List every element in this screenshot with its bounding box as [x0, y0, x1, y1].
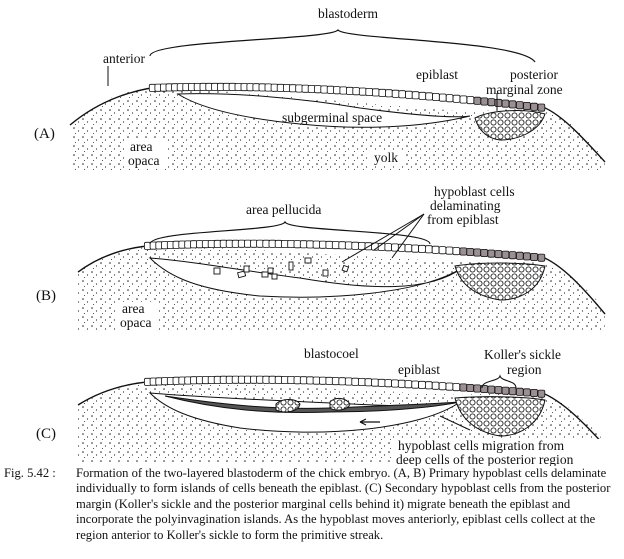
- epiblast-cell: [275, 376, 282, 383]
- figure-caption: [4, 466, 620, 543]
- epiblast-cell: [378, 379, 385, 386]
- epiblast-cell: [474, 249, 481, 256]
- epiblast-cell: [332, 378, 339, 385]
- epiblast-cell: [385, 380, 392, 387]
- epiblast-cell: [352, 378, 359, 385]
- label-area-a: area: [130, 139, 153, 154]
- epiblast-cell: [509, 252, 516, 259]
- label-opaca-a: opaca: [128, 153, 160, 168]
- epiblast-cell: [326, 241, 333, 248]
- epiblast-cell: [516, 252, 523, 259]
- epiblast-cell: [524, 253, 531, 260]
- epiblast-cell: [277, 84, 284, 91]
- epiblast-cell: [269, 240, 276, 247]
- epiblast-cell: [288, 376, 295, 383]
- label-blastocoel: blastocoel: [304, 346, 359, 361]
- epiblast-cell: [294, 241, 301, 248]
- epiblast-cell: [474, 385, 481, 392]
- epiblast-cell: [516, 102, 523, 109]
- label-migration-line1: hypoblast cells migration from: [398, 438, 565, 453]
- epiblast-cell: [308, 85, 315, 92]
- label-subgerminal-space: subgerminal space: [282, 110, 383, 125]
- epiblast-cell: [372, 379, 379, 386]
- epiblast-cell: [326, 377, 333, 384]
- epiblast-cell: [339, 242, 346, 249]
- epiblast-cell: [495, 387, 502, 394]
- epiblast-cell: [412, 92, 419, 99]
- epiblast-cell: [425, 246, 432, 253]
- epiblast-cell: [353, 88, 360, 95]
- epiblast-cell: [315, 86, 322, 93]
- epiblast-cell: [313, 377, 320, 384]
- epiblast-cell: [366, 88, 373, 95]
- epiblast-cell: [538, 254, 545, 261]
- epiblast-cell: [296, 85, 303, 92]
- epiblast-cell: [300, 241, 307, 248]
- epiblast-cell: [502, 387, 509, 394]
- epiblast-cell: [275, 240, 282, 247]
- epiblast-cell: [538, 104, 545, 111]
- epiblast-cell: [439, 94, 446, 101]
- epiblast-cell: [379, 89, 386, 96]
- epiblast-cell: [340, 87, 347, 94]
- epiblast-cell: [398, 380, 405, 387]
- epiblast-cell: [263, 376, 270, 383]
- epiblast-cell: [509, 101, 516, 108]
- epiblast-cell: [495, 99, 502, 106]
- epiblast-cell: [538, 390, 545, 397]
- epiblast-cell: [290, 85, 297, 92]
- epiblast-cell: [433, 93, 440, 100]
- epiblast-cell: [345, 378, 352, 385]
- label-opaca-b: opaca: [120, 315, 152, 330]
- epiblast-cell: [386, 90, 393, 97]
- panel-a-tag: (A): [34, 126, 55, 142]
- epiblast-cell: [302, 85, 309, 92]
- epiblast-cell: [439, 383, 446, 390]
- label-anterior: anterior: [103, 51, 145, 66]
- epiblast-cell: [385, 244, 392, 251]
- label-koller-region: region: [507, 362, 542, 377]
- epiblast-cell: [426, 93, 433, 100]
- epiblast-cell: [288, 240, 295, 247]
- epiblast-cell: [399, 91, 406, 98]
- epiblast-cell: [446, 95, 453, 102]
- label-marginal-zone: marginal zone: [486, 82, 563, 97]
- epiblast-cell: [346, 87, 353, 94]
- epiblast-cell: [419, 245, 426, 252]
- epiblast-cell: [467, 384, 474, 391]
- epiblast-cell: [474, 97, 481, 104]
- epiblast-cell: [531, 389, 538, 396]
- epiblast-cell: [446, 383, 453, 390]
- label-migration-line2: deep cells of the posterior region: [396, 452, 574, 466]
- label-epiblast-c: epiblast: [398, 362, 440, 377]
- label-area-b: area: [122, 301, 145, 316]
- epiblast-cell: [412, 381, 419, 388]
- epiblast-cell: [419, 381, 426, 388]
- panel-a-blastoderm-brace: [150, 30, 535, 62]
- label-epiblast-a: epiblast: [416, 67, 458, 82]
- epiblast-cell: [502, 100, 509, 107]
- epiblast-cell: [524, 389, 531, 396]
- caption-number: Fig. 5.42 :: [4, 466, 56, 480]
- epiblast-cell: [263, 240, 270, 247]
- epiblast-cell: [372, 89, 379, 96]
- epiblast-cell: [294, 377, 301, 384]
- label-yolk: yolk: [374, 150, 399, 165]
- epiblast-cell: [269, 376, 276, 383]
- epiblast-cell: [281, 240, 288, 247]
- epiblast-cell: [453, 384, 460, 391]
- epiblast-cell: [300, 377, 307, 384]
- epiblast-cell: [432, 246, 439, 253]
- epiblast-cell: [327, 86, 334, 93]
- epiblast-cell: [509, 388, 516, 395]
- epiblast-cell: [392, 380, 399, 387]
- epiblast-cell: [412, 245, 419, 252]
- epiblast-cell: [531, 253, 538, 260]
- epiblast-cell: [488, 386, 495, 393]
- epiblast-cell: [365, 379, 372, 386]
- panel-a: [34, 6, 605, 172]
- epiblast-cell: [460, 384, 467, 391]
- label-area-pellucida: area pellucida: [246, 202, 322, 217]
- epiblast-cell: [516, 388, 523, 395]
- epiblast-cell: [453, 248, 460, 255]
- epiblast-cell: [467, 248, 474, 255]
- epiblast-cell: [406, 91, 413, 98]
- epiblast-cell: [524, 102, 531, 109]
- epiblast-cell: [432, 382, 439, 389]
- epiblast-cell: [439, 247, 446, 254]
- epiblast-cell: [488, 250, 495, 257]
- epiblast-cell: [446, 247, 453, 254]
- epiblast-cell: [320, 241, 327, 248]
- epiblast-cell: [502, 251, 509, 258]
- epiblast-cell: [467, 97, 474, 104]
- epiblast-cell: [345, 242, 352, 249]
- epiblast-cell: [307, 377, 314, 384]
- epiblast-cell: [481, 98, 488, 105]
- epiblast-cell: [405, 245, 412, 252]
- label-delaminating: delaminating: [430, 198, 501, 213]
- epiblast-cell: [481, 249, 488, 256]
- epiblast-cell: [320, 377, 327, 384]
- panel-b-tag: (B): [36, 288, 56, 304]
- epiblast-cell: [358, 378, 365, 385]
- epiblast-cell: [405, 381, 412, 388]
- epiblast-cell: [307, 241, 314, 248]
- caption-text: Formation of the two-layered blastoderm of the chick embryo. (A, B) Primary hypoblast cells delaminate individually to form islands of cells beneath the epiblast. (C) Secondary hypoblast cells from the posterior margin (Koller's sickle and the posterior marginal cells behind it) migrate beneath the epiblast and incorporate the polyinvagination islands. As the hypoblast moves anteriorly, epiblast cells collect at the region anterior to Koller's sickle to form the primitive streak.: [76, 466, 611, 542]
- epiblast-cell: [531, 103, 538, 110]
- panel-c-tag: (C): [36, 426, 56, 442]
- epiblast-cell: [321, 86, 328, 93]
- epiblast-cell: [425, 382, 432, 389]
- epiblast-cell: [334, 87, 341, 94]
- epiblast-cell: [257, 376, 264, 383]
- panel-b: [36, 184, 605, 332]
- label-posterior: posterior: [510, 67, 558, 82]
- epiblast-cell: [313, 241, 320, 248]
- epiblast-cell: [495, 251, 502, 258]
- epiblast-cell: [392, 90, 399, 97]
- epiblast-cell: [453, 95, 460, 102]
- epiblast-cell: [419, 92, 426, 99]
- epiblast-cell: [460, 248, 467, 255]
- epiblast-cell: [281, 376, 288, 383]
- label-kollers-sickle: Koller's sickle: [484, 347, 562, 362]
- epiblast-cell: [460, 96, 467, 103]
- panel-b-hypoblast-leaders: [342, 214, 424, 262]
- epiblast-cell: [339, 378, 346, 385]
- epiblast-cell: [257, 240, 264, 247]
- label-from-epiblast: from epiblast: [427, 212, 499, 227]
- epiblast-cell: [359, 88, 366, 95]
- label-hypoblast-cells: hypoblast cells: [434, 184, 515, 199]
- epiblast-cell: [488, 99, 495, 106]
- label-blastoderm: blastoderm: [318, 6, 378, 21]
- epiblast-cell: [352, 242, 359, 249]
- epiblast-cell: [332, 242, 339, 249]
- panel-c: [36, 346, 614, 466]
